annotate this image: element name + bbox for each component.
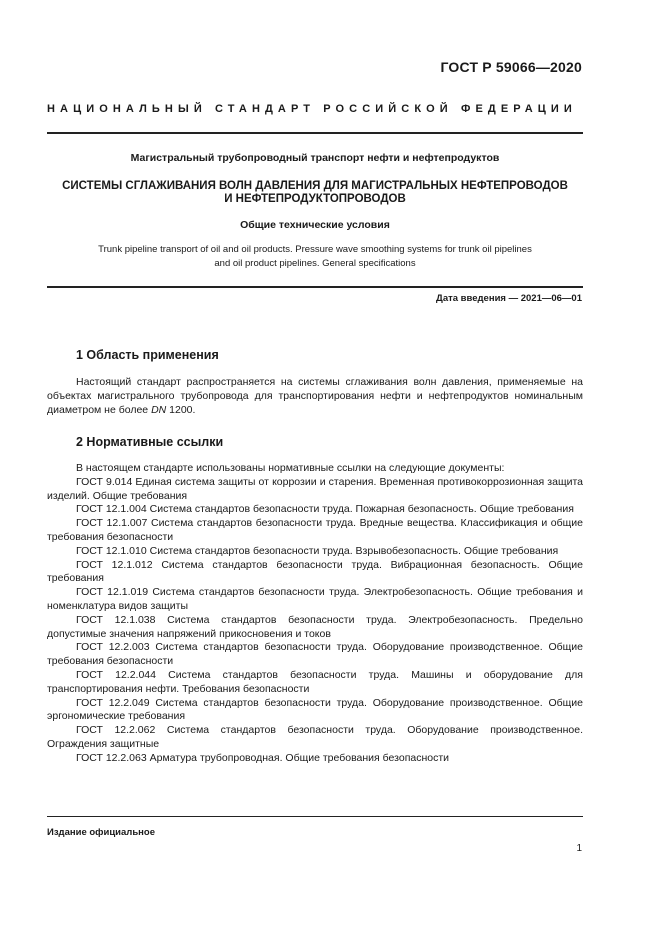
standard-code: ГОСТ Р 59066—2020 <box>440 59 582 75</box>
section-2-body <box>47 462 583 766</box>
national-standard-banner: НАЦИОНАЛЬНЫЙ СТАНДАРТ РОССИЙСКОЙ ФЕДЕРАЦИИ <box>47 103 577 115</box>
reference-item: ГОСТ 12.1.007 Система стандартов безопасности труда. Вредные вещества. Классификация и общие требования безопасности <box>47 517 583 543</box>
main-title-line-1: СИСТЕМЫ СГЛАЖИВАНИЯ ВОЛН ДАВЛЕНИЯ ДЛЯ МАГИСТРАЛЬНЫХ НЕФТЕПРОВОДОВ <box>62 180 568 192</box>
section-1-text-end: 1200. <box>166 403 196 416</box>
reference-item: ГОСТ 12.2.003 Система стандартов безопасности труда. Оборудование производственное. Общие требования безопасности <box>47 641 583 668</box>
title-rule <box>47 286 583 288</box>
reference-item: ГОСТ 12.1.019 Система стандартов безопасности труда. Электробезопасность. Общие требования и номенклатура видов защиты <box>47 586 583 612</box>
reference-item: ГОСТ 12.1.010 Система стандартов безопасности труда. Взрывобезопасность. Общие требования <box>76 544 559 557</box>
reference-item: ГОСТ 12.2.062 Система стандартов безопасности труда. Оборудование производственное. Ограждения защитные <box>47 724 583 750</box>
reference-item: ГОСТ 12.1.038 Система стандартов безопасности труда. Электробезопасность. Предельно допустимые значения напряжений прикосновения и токов <box>47 613 583 640</box>
section-1-text: Настоящий стандарт распространяется на системы сглаживания волн давления, применяемые на объектах магистрального трубопровода для транспортирования нефти и нефтепродуктов номинальным диаметром не более <box>47 376 583 416</box>
section-1-heading: 1 Область применения <box>76 348 219 362</box>
reference-item: ГОСТ 12.2.044 Система стандартов безопасности труда. Машины и оборудование для транспортирования нефти. Требования безопасности <box>47 668 583 695</box>
sub-title: Общие технические условия <box>240 219 390 231</box>
edition-note: Издание официальное <box>47 827 155 838</box>
group-title: Магистральный трубопроводный транспорт нефти и нефтепродуктов <box>130 152 500 164</box>
reference-item: ГОСТ 12.2.049 Система стандартов безопасности труда. Оборудование производственное. Общие эргономические требования <box>47 696 583 723</box>
english-title-line-2: and oil product pipelines. General specifications <box>214 258 416 269</box>
header-rule <box>47 132 583 134</box>
reference-item: ГОСТ 12.1.012 Система стандартов безопасности труда. Вибрационная безопасность. Общие требования <box>47 558 583 585</box>
main-title <box>47 180 583 206</box>
section-2-intro: В настоящем стандарте использованы нормативные ссылки на следующие документы: <box>76 462 505 474</box>
section-1-dn-symbol: DN <box>151 403 167 416</box>
english-title-line-1: Trunk pipeline transport of oil and oil products. Pressure wave smoothing systems for trunk oil pipelines <box>98 244 532 255</box>
main-title-line-2: И НЕФТЕПРОДУКТОПРОВОДОВ <box>224 193 406 205</box>
page-number: 1 <box>576 843 582 854</box>
footer-rule <box>47 816 583 817</box>
reference-item: ГОСТ 9.014 Единая система защиты от коррозии и старения. Временная противокоррозионная защита изделий. Общие требования <box>47 475 583 502</box>
section-1-body <box>47 376 583 417</box>
english-title <box>47 243 583 271</box>
introduction-date: Дата введения — 2021—06—01 <box>436 293 582 304</box>
reference-item: ГОСТ 12.1.004 Система стандартов безопасности труда. Пожарная безопасность. Общие требования <box>76 503 574 516</box>
section-1-paragraph <box>47 376 583 417</box>
reference-item: ГОСТ 12.2.063 Арматура трубопроводная. Общие требования безопасности <box>76 751 450 764</box>
section-2-heading: 2 Нормативные ссылки <box>76 435 224 449</box>
